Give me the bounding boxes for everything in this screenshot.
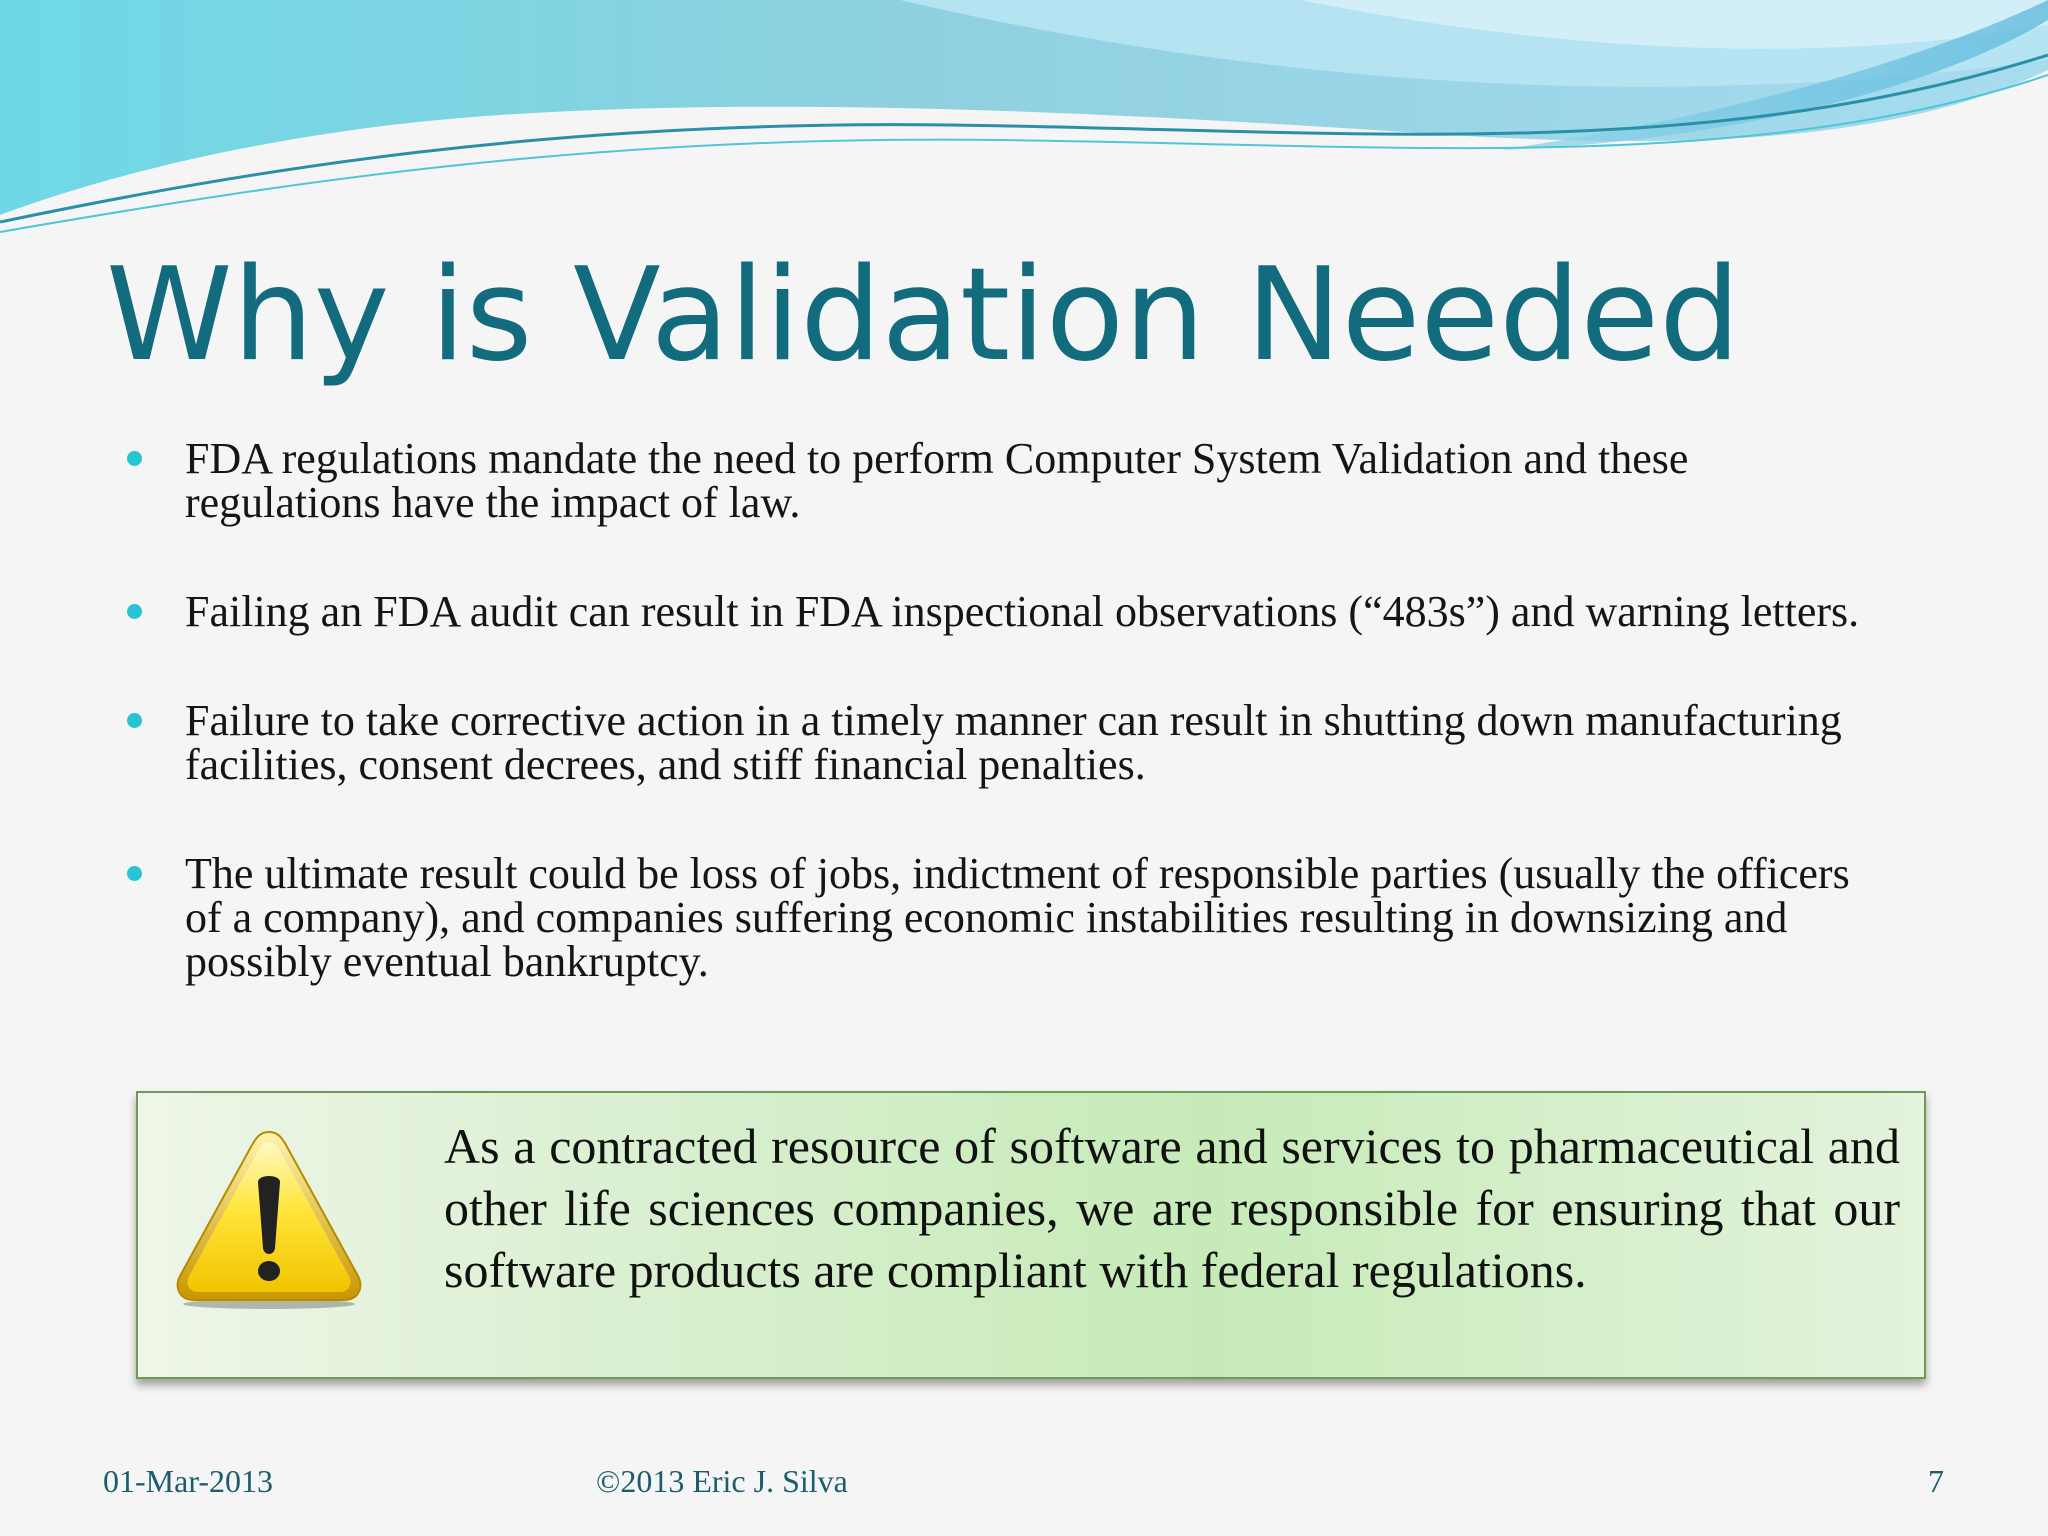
bullet-item: [127, 696, 1887, 789]
bullet-item: [127, 587, 1887, 636]
bullet-icon: [127, 866, 142, 881]
header-wave-decoration: [0, 0, 2048, 240]
slide-title: Why is Validation Needed: [106, 241, 1741, 390]
bullet-icon: [127, 604, 142, 619]
bullet-item: [127, 849, 1887, 986]
bullet-text: The ultimate result could be loss of jobs, indictment of responsible parties (usually the officers of a company), and companies suffering economic instabilities resulting in downsizing and possibly eventual bankruptcy.: [185, 849, 1850, 986]
warning-icon: [174, 1126, 364, 1310]
bullet-list: [127, 434, 1887, 1049]
callout-text: As a contracted resource of software and services to pharmaceutical and other life sciences companies, we are responsible for ensuring that our software products are compliant with federal regulations.: [444, 1118, 1900, 1298]
bullet-item: [127, 434, 1887, 527]
footer-page-number: 7: [1928, 1463, 1944, 1499]
bullet-text: FDA regulations mandate the need to perform Computer System Validation and these regulations have the impact of law.: [185, 434, 1689, 527]
bullet-text: Failing an FDA audit can result in FDA inspectional observations (“483s”) and warning letters.: [185, 587, 1860, 636]
footer-date: 01-Mar-2013: [103, 1463, 273, 1499]
bullet-icon: [127, 713, 142, 728]
footer-copyright: ©2013 Eric J. Silva: [596, 1463, 848, 1499]
bullet-icon: [127, 451, 142, 466]
bullet-text: Failure to take corrective action in a timely manner can result in shutting down manufacturing facilities, consent decrees, and stiff financial penalties.: [185, 696, 1842, 789]
callout-box: [136, 1091, 1926, 1379]
